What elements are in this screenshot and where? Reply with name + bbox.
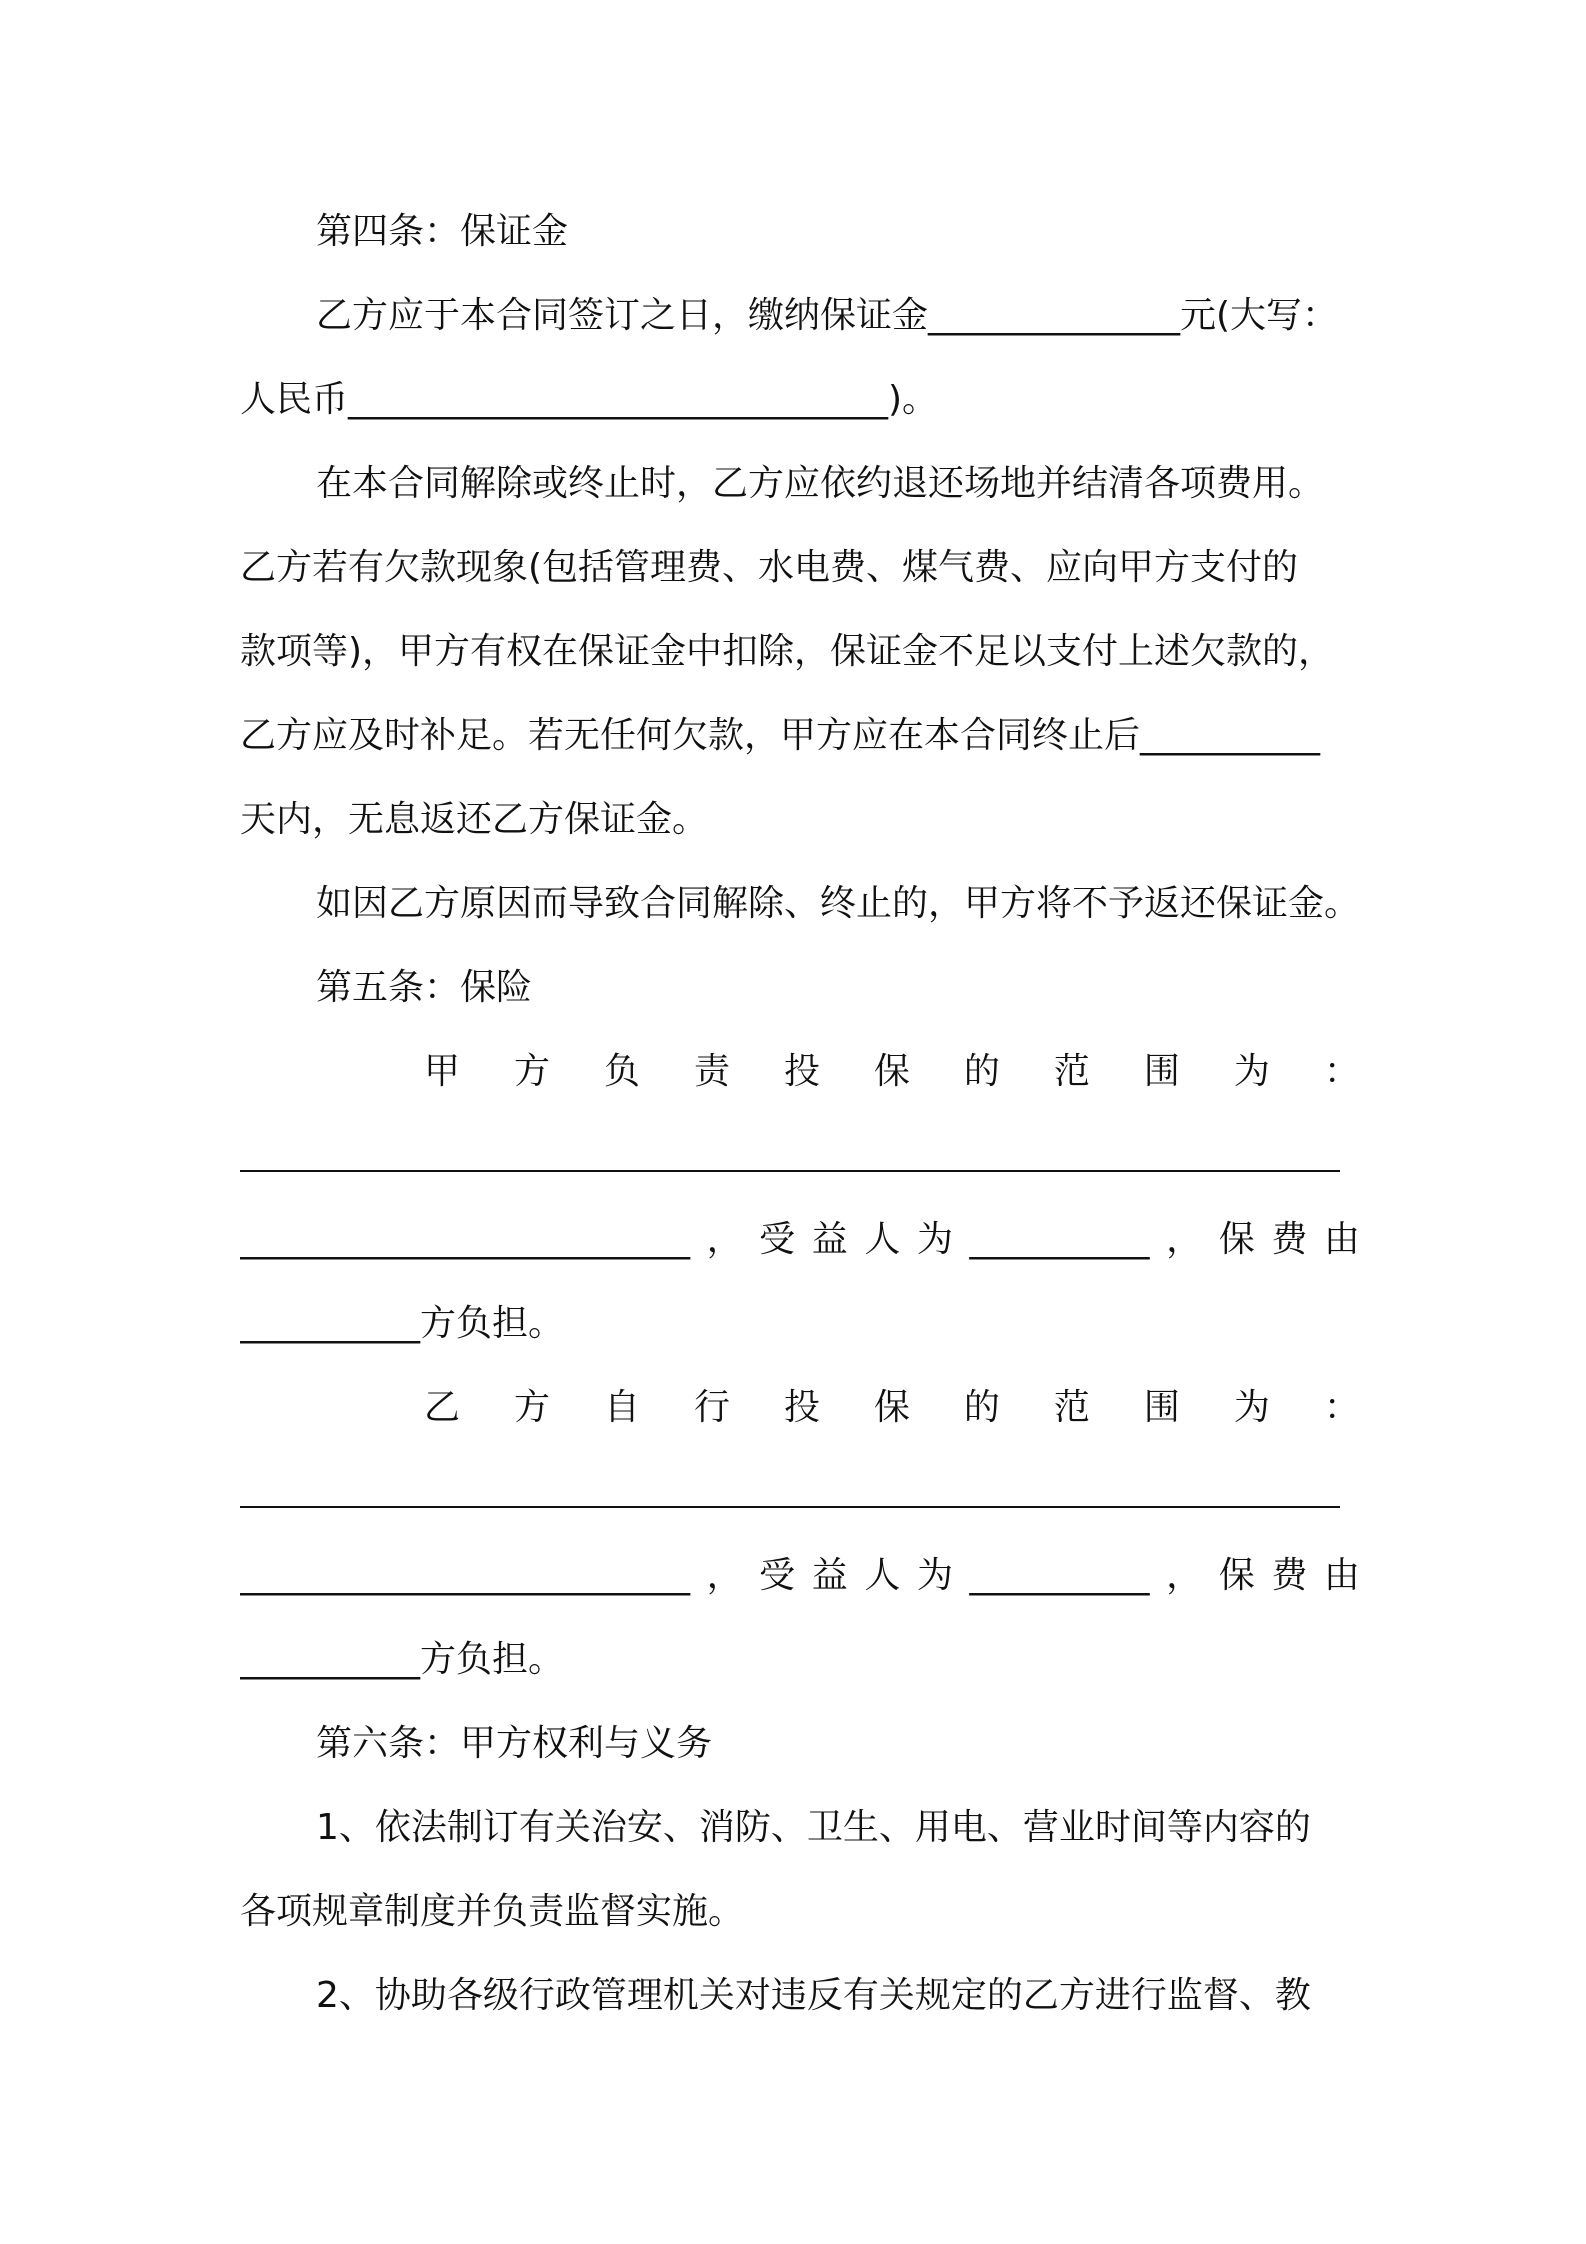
partyA-beneficiary-line xyxy=(240,1198,1360,1282)
partyA-scope-char: ： xyxy=(1323,1051,1360,1092)
partyB-scope-char: ： xyxy=(1323,1387,1360,1428)
partyB-scope-char: 范 xyxy=(1053,1387,1090,1428)
blank-underline xyxy=(240,1506,1340,1508)
article5-heading: 第五条：保险 xyxy=(316,967,533,1008)
punctuation: ， xyxy=(1166,1219,1203,1260)
blank-underline-text: __________ xyxy=(969,1555,1150,1596)
partyA-premium-bearer-line: __________方负担。 xyxy=(240,1303,565,1344)
partyB-premium-bearer-line: __________方负担。 xyxy=(240,1639,565,1680)
blank-underline-text: _________________________ xyxy=(240,1219,690,1260)
article4-heading: 第四条：保证金 xyxy=(316,211,569,252)
article4-paragraph2-line5: 天内，无息返还乙方保证金。 xyxy=(240,799,709,840)
premium-char: 由 xyxy=(1323,1555,1360,1596)
article6-item2-line1: 2、协助各级行政管理机关对违反有关规定的乙方进行监督、教 xyxy=(316,1975,1311,2016)
partyB-scope-char: 的 xyxy=(963,1387,1000,1428)
punctuation: ， xyxy=(706,1219,743,1260)
beneficiary-char: 人 xyxy=(864,1555,901,1596)
partyB-insurance-scope-line xyxy=(240,1366,1360,1450)
partyA-scope-char: 的 xyxy=(963,1051,1000,1092)
partyB-scope-char: 自 xyxy=(603,1387,640,1428)
partyB-scope-char: 行 xyxy=(693,1387,730,1428)
partyA-scope-char: 负 xyxy=(603,1051,640,1092)
partyB-scope-char: 保 xyxy=(873,1387,910,1428)
premium-char: 保 xyxy=(1218,1219,1255,1260)
beneficiary-char: 为 xyxy=(916,1219,953,1260)
partyB-scope-char: 乙 xyxy=(424,1387,461,1428)
partyB-scope-char: 方 xyxy=(513,1387,550,1428)
beneficiary-char: 益 xyxy=(811,1219,848,1260)
partyA-scope-char: 围 xyxy=(1143,1051,1180,1092)
partyA-scope-char: 为 xyxy=(1233,1051,1270,1092)
article4-paragraph2-line4: 乙方应及时补足。若无任何欠款，甲方应在本合同终止后__________ xyxy=(240,715,1321,756)
partyB-scope-blank-line xyxy=(240,1450,1360,1534)
punctuation: ， xyxy=(706,1555,743,1596)
partyA-scope-blank-line xyxy=(240,1114,1360,1198)
article4-paragraph1-line2: 人民币______________________________)。 xyxy=(240,379,939,420)
partyA-scope-char: 范 xyxy=(1053,1051,1090,1092)
article4-paragraph3: 如因乙方原因而导致合同解除、终止的，甲方将不予返还保证金。 xyxy=(316,883,1360,924)
premium-char: 由 xyxy=(1323,1219,1360,1260)
blank-underline-text: _________________________ xyxy=(240,1555,690,1596)
article6-heading: 第六条：甲方权利与义务 xyxy=(316,1723,713,1764)
article6-item1-line2: 各项规章制度并负责监督实施。 xyxy=(240,1891,745,1932)
article4-paragraph2-line1: 在本合同解除或终止时，乙方应依约退还场地并结清各项费用。 xyxy=(316,463,1325,504)
partyB-beneficiary-line xyxy=(240,1534,1360,1618)
beneficiary-char: 为 xyxy=(916,1555,953,1596)
blank-underline-text: __________ xyxy=(969,1219,1150,1260)
article4-paragraph2-line3: 款项等)，甲方有权在保证金中扣除，保证金不足以支付上述欠款的， xyxy=(240,631,1335,672)
beneficiary-char: 人 xyxy=(864,1219,901,1260)
beneficiary-char: 受 xyxy=(759,1219,796,1260)
partyA-scope-char: 保 xyxy=(873,1051,910,1092)
partyA-scope-char: 方 xyxy=(513,1051,550,1092)
partyA-scope-char: 甲 xyxy=(424,1051,461,1092)
premium-char: 保 xyxy=(1218,1555,1255,1596)
article4-paragraph1-line1: 乙方应于本合同签订之日，缴纳保证金______________元(大写： xyxy=(316,295,1339,336)
premium-char: 费 xyxy=(1271,1219,1308,1260)
partyB-scope-char: 为 xyxy=(1233,1387,1270,1428)
beneficiary-char: 受 xyxy=(759,1555,796,1596)
premium-char: 费 xyxy=(1271,1555,1308,1596)
partyB-scope-char: 投 xyxy=(783,1387,820,1428)
document-body xyxy=(240,190,1360,2038)
article6-item1-line1: 1、依法制订有关治安、消防、卫生、用电、营业时间等内容的 xyxy=(316,1807,1311,1848)
partyB-scope-char: 围 xyxy=(1143,1387,1180,1428)
partyA-scope-char: 投 xyxy=(783,1051,820,1092)
beneficiary-char: 益 xyxy=(811,1555,848,1596)
blank-underline xyxy=(240,1170,1340,1172)
article4-paragraph2-line2: 乙方若有欠款现象(包括管理费、水电费、煤气费、应向甲方支付的 xyxy=(240,547,1299,588)
punctuation: ， xyxy=(1166,1555,1203,1596)
partyA-insurance-scope-line xyxy=(240,1030,1360,1114)
partyA-scope-char: 责 xyxy=(693,1051,730,1092)
